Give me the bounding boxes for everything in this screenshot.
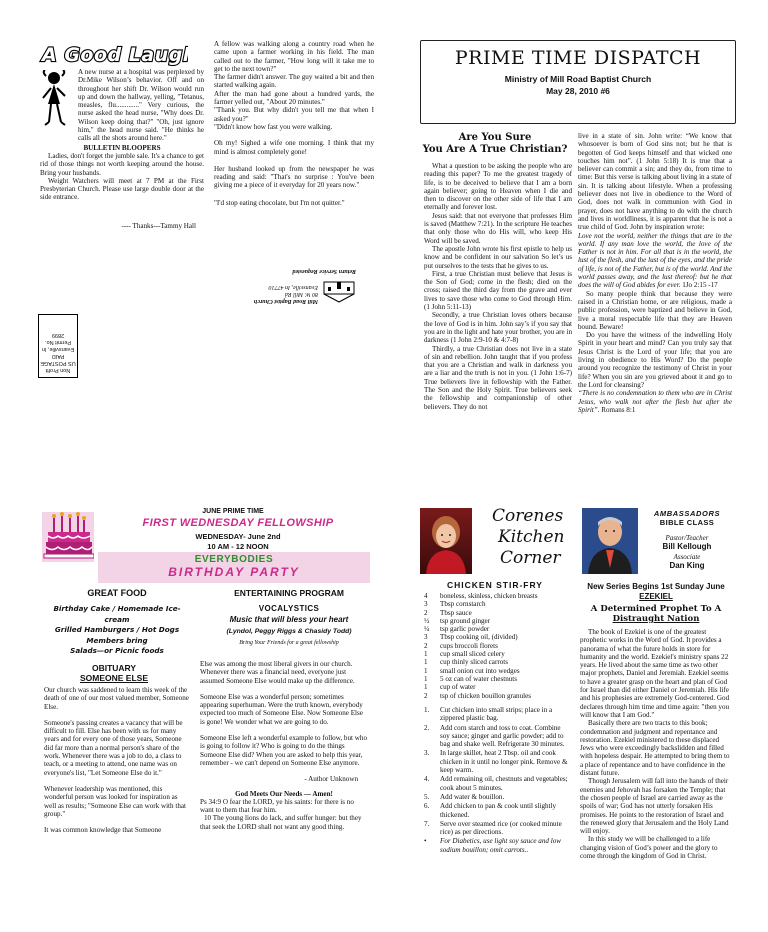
birthday-party-label: BIRTHDAY PARTY: [168, 565, 300, 579]
ezekiel-subtitle-2: Distraught Nation: [612, 614, 700, 624]
series-line-1: New Series Begins 1st Sunday June: [587, 582, 725, 591]
birthday-banner: [98, 552, 370, 583]
christian-p4: First, a true Christian must believe that Jesus is the Son of God; come in the flesh; died on the cross; raised the third day from the grave and ever lives to save those who come to God through Him. (1 John 5:11-13): [424, 269, 572, 312]
ingredient-row: 1 5 oz can of water chestnuts: [424, 674, 518, 683]
postage-permit-box: [38, 314, 78, 378]
food-item: Birthday Cake / Homemade Ice-cream: [53, 604, 181, 624]
corene-photo: [420, 508, 472, 574]
christian-p8: So many people think that because they were raised in a Christian home, or are religious, made a public profession, were baptized and believe in God, live a moral respectable life that they are Heaven bound. Beware!: [578, 289, 732, 331]
wife-story: Oh my! Sighed a wife one morning. I think that my mind is almost completely gone!: [214, 139, 374, 156]
music-line: Music that will bless your heart: [229, 615, 349, 624]
ingredient-row: ½ tsp ground ginger: [424, 616, 491, 625]
ezekiel-p2: Basically there are two tracts to this book; condemnation and judgment and repentance and restoration. Ezekiel ministered to these displaced Jews who were exceedingly backslidden and filled with hopeless despair. He attempted to bring them to a place of repentance and to have confidence in the distant future.: [580, 719, 730, 778]
laugh-column-2: [214, 40, 374, 207]
ingredient-row: 2 Tbsp sauce: [424, 608, 472, 617]
recipe-title: CHICKEN STIR-FRY: [447, 580, 543, 590]
christian-title-line-2: You Are A True Christian?: [422, 144, 568, 155]
psalm-verse-9: Ps 34:9 O fear the LORD, ye his saints: for there is no want to them that fear him.: [200, 797, 354, 815]
ingredient-row: 3 Tbsp cornstarch: [424, 600, 486, 609]
christian-scripture-romans: “There is no condemnation to them who are in Christ Jesus, who walk not after the flesh but after the Spirit”.: [578, 389, 732, 414]
series-announcement: [578, 582, 734, 601]
ambassadors-title-2: BIBLE CLASS: [659, 518, 715, 527]
program-heading: ENTERTAINING PROGRAM: [234, 588, 344, 598]
singers-names: (Lyndol, Peggy Riggs & Chasidy Todd): [226, 628, 352, 635]
church-name: Mill Road Baptist Church: [253, 298, 318, 304]
fellowship-header: JUNE PRIME TIME: [202, 508, 264, 515]
recipe-step: 3. In large skillet, heat 2 Tbsp. oil and cook chicken in it until no longer pink. Remove & keep warm.: [424, 749, 568, 775]
kitchen-title-line: Corner: [500, 548, 561, 568]
ingredient-row: 1 small onion cut into wedges: [424, 666, 520, 675]
obituary-p3: Whenever leadership was mentioned, this wonderful person was looked for inspiration as well as results; "Someone Else can work with that group.": [44, 784, 186, 818]
farmer-story-5: "Didn't know how fast you were walking.: [214, 122, 333, 131]
recipe-step: 2. Add corn starch and toss to coat. Combine soy sauce; ginger and garlic powder; add to bag and shake well. Refrigerate 30 minutes.: [424, 723, 565, 749]
ezekiel-column: [580, 628, 734, 860]
masthead-box: [420, 40, 736, 124]
postage-line: Permit No. 2899: [45, 332, 71, 345]
postage-line: PAID: [51, 353, 65, 359]
farmer-story-3: After the man had gone about a hundred yards, the farmer yelled out, "About 20 minutes.": [214, 89, 374, 107]
bloopers-heading: BULLETIN BLOOPERS: [83, 143, 161, 152]
christian-p7: live in a state of sin. John write: “We know that whosoever is born of God sins not; but he that is begotten of God keeps himself and that wicked one touches him not”. (1 John 5:18) It is true that a believer can commit a sin; and they do, from time to time: But this verse is talking about living in a state of sin. It is talking about lifestyle. When a professing believer does not live in obedience to the Word of God, does not walk in communion with God in prayer, does not have anything to do with the church and lives in worldliness, it is apparent that he is not a true child of God. John by inspiration wrote:: [578, 132, 732, 232]
husband-story: Her husband looked up from the newspaper he was reading and said: "That's no surprise : You've been giving me a piece of it everyday for 20 years now.": [214, 164, 374, 190]
fellowship-title: FIRST WEDNESDAY FELLOWSHIP: [142, 517, 334, 529]
pastor-photo: [582, 508, 638, 574]
good-laugh-title-text: A Good Laugh: [42, 44, 188, 66]
pastor-portrait-icon: [582, 508, 638, 574]
food-list: [42, 604, 192, 657]
christian-article-title: [420, 132, 570, 156]
laugh-column-1: [40, 68, 204, 230]
ezekiel-p1: The book of Ezekiel is one of the greatest prophetic works in the Word of God. It provides a panorama of what the future holds in store for humanity and the world. Ezekiel's ministry spans 22 years. He lived about the same time as two other major prophets, Daniel and Jeremiah. Ezekiel seems to have a greater grasp on the heart and plan of God for Israel than did either Daniel or Jeremiah. His life and his prophesies are extremely God-centered. God declares through him time and time again: "then you will know that I am God.": [580, 628, 730, 719]
good-laugh-title: [38, 40, 188, 66]
christian-p2: Jesus said: that not everyone that professes Him is saved (Matthew 7:21). In the scripture He teaches that only those who do His will, who keep His Word will be saved.: [424, 211, 572, 245]
christian-p5: Secondly, a true Christian loves others because the love of God is in him. John say’s if you say that you are in the light and hate your brother, you are in darkness (1 John 2:9-10 & 4:7-8): [424, 311, 572, 345]
obituary-column-2: [200, 660, 368, 831]
ingredient-row: 1 cup of water: [424, 683, 476, 692]
food-item: Members bring: [86, 635, 148, 645]
good-laugh-banner: [38, 40, 188, 66]
needs-title: God Meets Our Needs — Amen!: [235, 789, 333, 798]
obituary-p2: Someone's passing creates a vacancy that will be difficult to fill. Else has been with us for many years and for every one of those years, Someone did far more than a normal person's share of the work. Whenever there was a job to do, a class to teach, or a meeting to attend, one name was on everyone's list, "Let Someone Else do it.": [44, 718, 183, 777]
ezekiel-p4: In this study we will be challenged to a life changing vision of God’s power and the glory to come through the kingdom of God in Christ.: [580, 835, 718, 861]
blooper-1: Ladies, don't forget the jumble sale. It's a chance to get rid of those things not worth keeping around the house. Bring your husbands.: [40, 151, 204, 177]
recipe-step: 4. Add remaining oil, chestnuts and vegetables; cook about 5 minutes.: [424, 775, 568, 792]
kitchen-corner-title: [478, 506, 573, 569]
recipe-step: 6. Add chicken to pan & cook until slightly thickened.: [424, 802, 557, 819]
ingredient-list: [424, 592, 572, 700]
fellowship-date: WEDNESDAY- June 2nd: [195, 532, 281, 541]
obituary-author: - Author Unknown: [304, 775, 358, 784]
series-line-2: EZEKIEL: [639, 591, 673, 601]
great-food-heading: GREAT FOOD: [87, 588, 147, 598]
ingredient-row: ¼ tsp garlic powder: [424, 625, 490, 634]
obituary-title-line-2: SOMEONE ELSE: [79, 673, 148, 683]
ezekiel-subtitle: [578, 604, 734, 624]
christian-scripture-ref: 1Jo 2:15 -17: [682, 281, 718, 290]
psalm-verse-10: 10 The young lions do lack, and suffer hunger: but they that seek the LORD shall not want any good thing.: [200, 814, 362, 831]
fellowship-flyer: [38, 508, 376, 660]
recipe-note: • For Diabetics, use light soy sauce and low sodium bouillon; omit carrots..: [424, 837, 561, 854]
christian-p9: Do you have the witness of the indwelling Holy Spirit in your heart and mind? Can you truly say that Jesus Christ is the Lord of your life; that you are living in obedience to His Word? Do the people around you recognize the testimony of Christ in your life? When you sin are you grieved about it and go to the Lord for cleansing?: [578, 331, 732, 389]
masthead-title: PRIME TIME DISPATCH: [454, 47, 702, 69]
church-building-icon: [322, 280, 356, 304]
kitchen-title-line: Corenes: [492, 506, 564, 526]
church-address-line: Evansville, In 47710: [268, 284, 318, 290]
ezekiel-subtitle-1: A Determined Prophet To A: [590, 604, 722, 614]
associate-role: Associate: [673, 553, 701, 561]
ingredient-row: 1 cup small sliced celery: [424, 650, 505, 659]
christian-column-1: [424, 162, 572, 411]
obituary-p7: Someone Else left a wonderful example to follow, but who is going to follow it? Who is going to do the things Someone Else did? When you are asked to help this year, remember - we can't depend on Someone Else anymore.: [200, 734, 367, 767]
nurse-story: A new nurse at a hospital was perplexed by Dr.Mike Wilson’s behavior. Off and on throughout her shift Dr. Wilson would run up and down the hallway, yelling, "Tetanus, measles, flu............." Very curious, the nurse asked the head nurse, "Why does Dr. Wilson keep doing that?" "Oh, just ignore him," the head nurse said. "He thinks he calls all the shots around here.": [78, 68, 204, 143]
postage-line: US POSTAGE: [40, 360, 76, 366]
masthead-subtitle: Ministry of Mill Road Baptist Church: [504, 74, 652, 84]
christian-p1: What a question to be asking the people who are reading this paper? To me the greatest tragedy of life, is to be deceived to believe that I am a born again believer; going to Heaven when I die and then to discover on the other side of life that I am eternally and forever lost.: [424, 162, 572, 212]
bring-friends-line: Bring Your Friends for a great fellowship: [239, 640, 339, 646]
pastor-name: Bill Kellough: [662, 542, 712, 551]
farmer-story-4: "Thank you. But why didn't you tell me that when I asked you?": [214, 106, 374, 123]
recipe-steps: [424, 706, 572, 854]
christian-p6: Thirdly, a true Christian does not live in a state of sin and rebellion. John taught that if you profess that you are a Christian and walk in darkness you are a liar and the truth is not in you. (1 John 1:6-7) True believers live in fellowship with the Father. The Son and the Holy Spirit. True believers seek the fellowship and companionship of other believers. They do not: [424, 344, 572, 411]
fellowship-time: 10 AM - 12 NOON: [207, 542, 269, 551]
christian-p3: The apostle John wrote his first epistle to help us know and be confident in our salvation So let’s us put ourselves to the tests that he gives to us.: [424, 244, 572, 270]
pastor-role: Pastor/Teacher: [665, 534, 709, 542]
farmer-story-1: A fellow was walking along a country road when he came upon a farmer working in his field. The man called out to the farmer, "How long will it take me to get to the next town?": [214, 40, 374, 73]
obituary-p1: Our church was saddened to learn this week of the death of one of our most valued member, Someone Else.: [44, 686, 189, 711]
everybodies-label: EVERYBODIES: [194, 554, 274, 565]
obituary-p5: Else was among the most liberal givers in our church. Whenever there was a financial need, everyone just assumed Someone Else would make up the difference.: [200, 660, 355, 685]
ingredient-row: 4 boneless, skinless, chicken breasts: [424, 592, 538, 600]
associate-name: Dan King: [669, 561, 705, 570]
corene-portrait-icon: [420, 508, 472, 574]
birthday-cake-icon: [42, 512, 94, 562]
postage-line: Non Profit: [45, 367, 71, 373]
christian-romans-ref: Romans 8:1: [601, 405, 636, 414]
christian-scripture-1john: Love not the world, neither the things that are in the world. If any man love the world, the love of the Father is not in him. For all that is in the world, the lust of the flesh, and the lust of the eyes, and the pride of life, is not of the Father, but is of the world. And the world passes away, and the lust thereof: but he that does the will of God abides for ever.: [578, 231, 732, 290]
food-item: Grilled Hamburgers / Hot Dogs: [54, 625, 180, 634]
obituary-column-1: [44, 686, 190, 834]
ezekiel-p3: Though Jerusalem will fall into the hands of their enemies and Jehovah has forsaken the Temple; that the chosen people of Israel are carried away as the spoils of war; God has not utterly forsaken His promises. He points to the restoration of Israel and the renewed glory that Jerusalem and the Holy Land will enjoy.: [580, 777, 729, 836]
ambassadors-header: [640, 509, 734, 570]
obituary-title: [44, 663, 184, 683]
obituary-p6: Someone Else was a wonderful person; sometimes appearing superhuman. Were the truth known, everybody expected too much of Someone Else. Now Someone Else is gone! We wonder what we are going to do.: [200, 692, 363, 726]
ingredient-row: 2 cups broccoli florets: [424, 641, 498, 650]
masthead-date: May 28, 2010 #6: [546, 86, 610, 96]
recipe-step: 5. Add water & bouillon.: [424, 792, 505, 801]
obituary-p4: It was common knowledge that Someone: [44, 826, 162, 835]
ingredient-row: 1 cup thinly sliced carrots: [424, 658, 508, 667]
food-item: Salads—or Picnic foods: [70, 646, 164, 655]
ingredient-row: 2 tsp of chicken bouillon granules: [424, 691, 532, 700]
recipe-step: 7. Serve over steamed rice (or cooked minute rice) as per directions.: [424, 819, 562, 837]
postage-line: Evansville, In: [41, 346, 75, 352]
return-service-note: Return Service Requested: [292, 268, 356, 274]
vocalystics-label: VOCALYSTICS: [258, 604, 320, 613]
return-address: [226, 266, 356, 304]
christian-column-2: [578, 132, 732, 414]
church-address-line: 80 W. Mill Rd: [284, 291, 318, 297]
kitchen-title-line: Kitchen: [498, 527, 565, 547]
obituary-title-line-1: OBITUARY: [91, 663, 137, 673]
ingredient-row: 3 Tbsp cooking oil, (divided): [424, 633, 518, 642]
recipe-step: 1. Cut chicken into small strips; place in a zippered plastic bag.: [424, 706, 553, 723]
ambassadors-title-1: AMBASSADORS: [653, 509, 721, 518]
laugh-credit: ---- Thanks---Tammy Hall: [121, 221, 196, 230]
farmer-story-2: The farmer didn't answer. The guy waited a bit and then started walking again.: [214, 73, 374, 90]
blooper-2: Weight Watchers will meet at 7 PM at the First Presbyterian Church. Please use large double door at the side entrance.: [40, 176, 204, 202]
christian-title-line-1: Are You Sure: [458, 132, 532, 143]
chocolate-story: "I'd stop eating chocolate, but I'm not quitter.": [214, 198, 345, 207]
